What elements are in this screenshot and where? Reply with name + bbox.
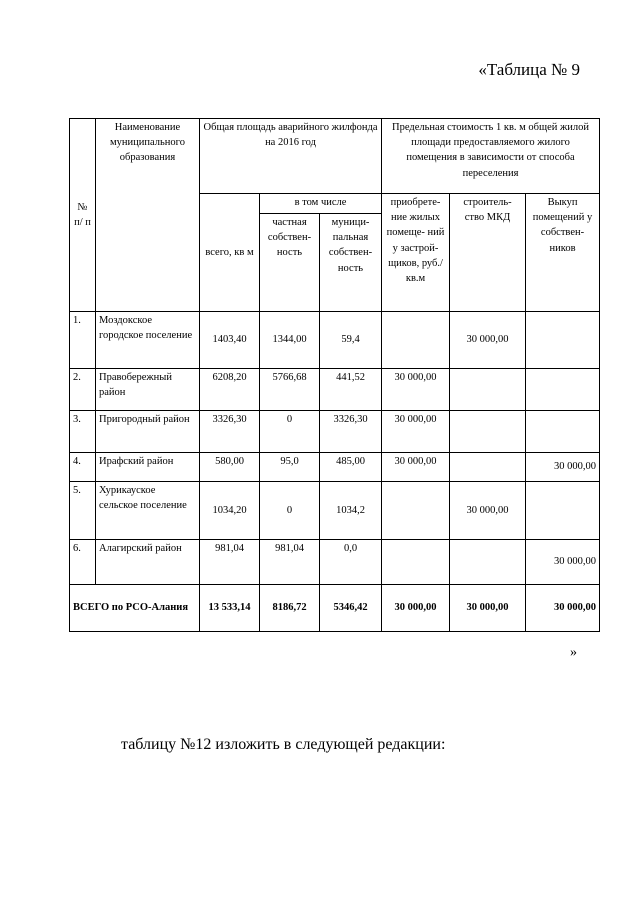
row-municipal: 59,4 — [320, 312, 382, 369]
row-num: 5. — [70, 482, 96, 540]
row-num: 4. — [70, 453, 96, 482]
row-municipal: 485,00 — [320, 453, 382, 482]
row-purchase: 30 000,00 — [382, 453, 450, 482]
row-num: 1. — [70, 312, 96, 369]
row-total: 3326,30 — [200, 411, 260, 453]
row-num: 3. — [70, 411, 96, 453]
row-total: 981,04 — [200, 540, 260, 585]
totals-construction: 30 000,00 — [450, 585, 526, 632]
row-construction: 30 000,00 — [450, 482, 526, 540]
row-private: 0 — [260, 482, 320, 540]
table-row — [70, 411, 600, 453]
table-row — [70, 369, 600, 411]
row-name: Алагирский район — [96, 540, 200, 585]
totals-row — [70, 585, 600, 632]
row-purchase — [382, 312, 450, 369]
totals-private: 8186,72 — [260, 585, 320, 632]
row-municipal: 441,52 — [320, 369, 382, 411]
row-total: 6208,20 — [200, 369, 260, 411]
totals-municipal: 5346,42 — [320, 585, 382, 632]
header-name: Наименование муниципального образования — [96, 119, 200, 312]
row-purchase: 30 000,00 — [382, 369, 450, 411]
row-total: 580,00 — [200, 453, 260, 482]
row-num: 2. — [70, 369, 96, 411]
row-buyout — [526, 482, 600, 540]
row-municipal: 1034,2 — [320, 482, 382, 540]
row-num: 6. — [70, 540, 96, 585]
row-name: Правобережный район — [96, 369, 200, 411]
header-municipal: муници- пальная собствен- ность — [320, 214, 382, 312]
row-total: 1403,40 — [200, 312, 260, 369]
row-private: 981,04 — [260, 540, 320, 585]
row-construction — [450, 411, 526, 453]
row-name: Моздокское городское поселение — [96, 312, 200, 369]
row-buyout: 30 000,00 — [526, 540, 600, 585]
totals-purchase: 30 000,00 — [382, 585, 450, 632]
row-buyout — [526, 312, 600, 369]
closing-quote: » — [570, 645, 577, 660]
row-private: 1344,00 — [260, 312, 320, 369]
row-buyout — [526, 411, 600, 453]
table-row — [70, 540, 600, 585]
row-construction: 30 000,00 — [450, 312, 526, 369]
totals-label: ВСЕГО по РСО-Алания — [70, 585, 200, 632]
header-area-total: Общая площадь аварийного жилфонда на 2016 год — [200, 119, 382, 194]
totals-total: 13 533,14 — [200, 585, 260, 632]
header-construction: строитель- ство МКД — [450, 194, 526, 312]
emergency-housing-table — [69, 118, 600, 632]
table-caption: «Таблица № 9 — [478, 60, 580, 79]
row-purchase: 30 000,00 — [382, 411, 450, 453]
header-total: всего, кв м — [200, 194, 260, 312]
header-price: Предельная стоимость 1 кв. м общей жилой площади предоставляемого жилого помещения в зависимости от способа переселения — [382, 119, 600, 194]
row-construction — [450, 540, 526, 585]
row-municipal: 0,0 — [320, 540, 382, 585]
row-name: Пригородный район — [96, 411, 200, 453]
row-municipal: 3326,30 — [320, 411, 382, 453]
table-row — [70, 453, 600, 482]
row-construction — [450, 453, 526, 482]
totals-buyout: 30 000,00 — [526, 585, 600, 632]
header-purchase: приобрете- ние жилых помеще- ний у застрой- щиков, руб./кв.м — [382, 194, 450, 312]
row-name: Хурикауское сельское поселение — [96, 482, 200, 540]
header-buyout: Выкуп помещений у собствен- ников — [526, 194, 600, 312]
row-private: 0 — [260, 411, 320, 453]
row-buyout: 30 000,00 — [526, 453, 600, 482]
header-including: в том числе — [260, 194, 382, 214]
table-row — [70, 312, 600, 369]
row-total: 1034,20 — [200, 482, 260, 540]
instruction-text: таблицу №12 изложить в следующей редакции: — [121, 736, 446, 753]
row-name: Ирафский район — [96, 453, 200, 482]
row-purchase — [382, 482, 450, 540]
row-buyout — [526, 369, 600, 411]
row-private: 95,0 — [260, 453, 320, 482]
header-private: частная собствен- ность — [260, 214, 320, 312]
header-num: № п/ п — [70, 119, 96, 312]
row-construction — [450, 369, 526, 411]
table-row — [70, 482, 600, 540]
row-private: 5766,68 — [260, 369, 320, 411]
row-purchase — [382, 540, 450, 585]
